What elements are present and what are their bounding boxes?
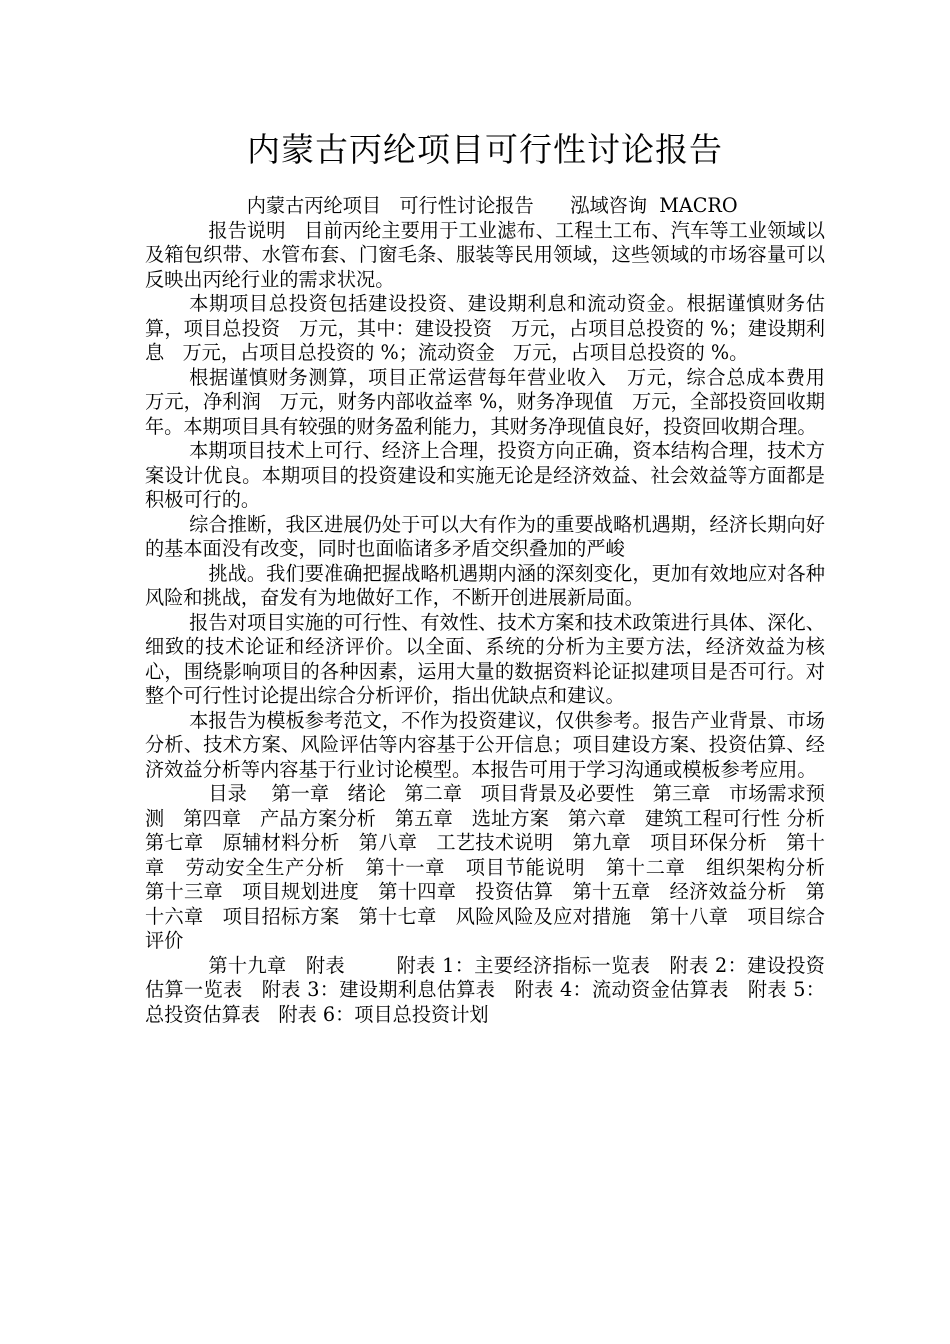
subtitle-line: 内蒙古丙纶项目 可行性讨论报告 泓域咨询 MACRO xyxy=(246,194,738,217)
appendix-list: 第十九章 附表 附表 1：主要经济指标一览表 附表 2：建设投资估算一览表 附表 3：建设期利息估算表 附表 4：流动资金估算表 附表 5：总投资估算表 附表 6：项目总投资计划 xyxy=(145,953,825,1026)
disclaimer-paragraph: 本报告为模板参考范文，不作为投资建议，仅供参考。报告产业背景、市场分析、技术方案、风险评估等内容基于公开信息；项目建设方案、投资估算、经济效益分析等内容基于行业讨论模型。本报告可用于学习沟通或模板参考应用。 xyxy=(145,708,825,781)
document-title: 内蒙古丙纶项目可行性讨论报告 xyxy=(247,130,723,169)
evaluation-paragraph: 报告对项目实施的可行性、有效性、技术方案和技术政策进行具体、深化、细致的技术论证和经济评价。以全面、系统的分析为主要方法，经济效益为核心，围绕影响项目的各种因素，运用大量的数据资料论证拟建项目是否可行。对整个可行性讨论提出综合分析评价，指出优缺点和建议。 xyxy=(145,610,825,707)
investment-paragraph: 本期项目总投资包括建设投资、建设期利息和流动资金。根据谨慎财务估算，项目总投资 万元，其中：建设投资 万元，占项目总投资的 %；建设期利息 万元，占项目总投资的 %；流动资金 万元，占项目总投资的 %。 xyxy=(145,292,825,364)
table-of-contents: 目录 第一章 绪论 第二章 项目背景及必要性 第三章 市场需求预测 第四章 产品方案分析 第五章 选址方案 第六章 建筑工程可行性 分析 第七章 原辅材料分析 第八章 工艺技术说明 第九章 项目环保分析 第十章 劳动安全生产分析 第十一章 项目节能说明 第十二章 组织架构分析 第十三章 项目规划进度 第十四章 投资估算 第十五章 经济效益分析 第十六章 项目招标方案 第十七章 风险风险及应对措施 第十八章 项目综合评价 xyxy=(145,782,844,952)
strategy-paragraph: 综合推断，我区进展仍处于可以大有作为的重要战略机遇期，经济长期向好的基本面没有改变，同时也面临诸多矛盾交织叠加的严峻 xyxy=(145,512,825,560)
report-description-paragraph: 报告说明 目前丙纶主要用于工业滤布、工程土工布、汽车等工业领域以及箱包织带、水管布套、门窗毛条、服装等民用领域，这些领域的市场容量可以反映出丙纶行业的需求状况。 xyxy=(145,218,825,291)
challenge-paragraph: 挑战。我们要准确把握战略机遇期内涵的深刻变化，更加有效地应对各种风险和挑战，奋发有为地做好工作，不断开创进展新局面。 xyxy=(145,561,825,609)
feasibility-paragraph: 本期项目技术上可行、经济上合理，投资方向正确，资本结构合理，技术方案设计优良。本期项目的投资建设和实施无论是经济效益、社会效益等方面都是积极可行的。 xyxy=(145,439,825,511)
document-page xyxy=(145,128,844,1027)
financial-paragraph: 根据谨慎财务测算，项目正常运营每年营业收入 万元，综合总成本费用 万元，净利润 万元，财务内部收益率 %，财务净现值 万元，全部投资回收期 年。本期项目具有较强的财务盈利能力，其财务净现值良好，投资回收期合理。 xyxy=(145,365,844,438)
